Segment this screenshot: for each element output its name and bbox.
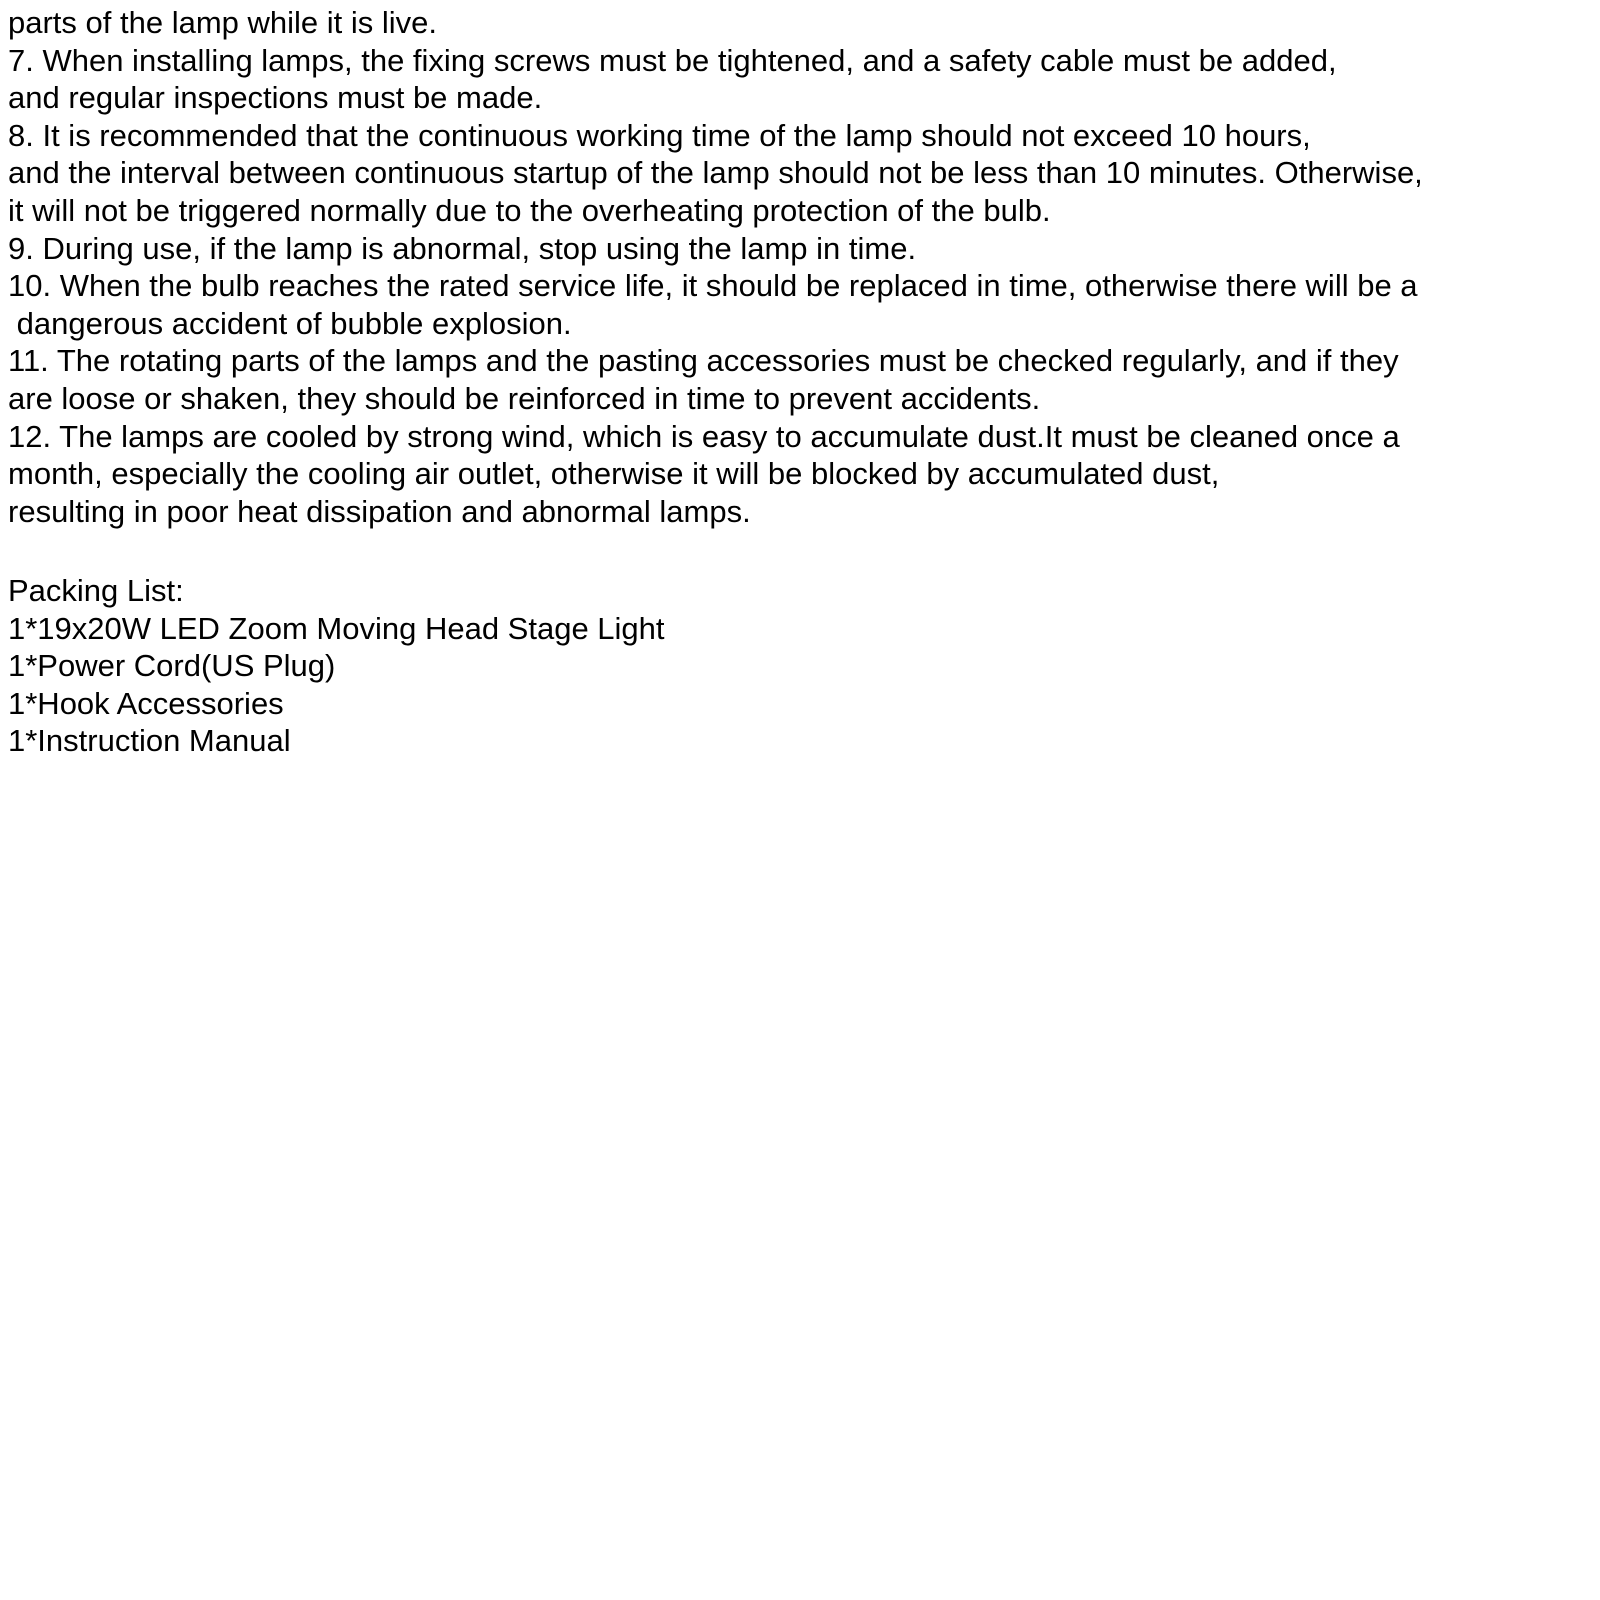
note-line: resulting in poor heat dissipation and abnormal lamps. <box>8 493 751 529</box>
note-line: dangerous accident of bubble explosion. <box>8 305 572 341</box>
packing-list-item: 1*Power Cord(US Plug) <box>8 648 336 684</box>
packing-list-item: 1*Hook Accessories <box>8 685 284 721</box>
note-line: 10. When the bulb reaches the rated service life, it should be replaced in time, otherwise there will be a <box>8 268 1418 304</box>
note-line: 9. During use, if the lamp is abnormal, stop using the lamp in time. <box>8 230 917 266</box>
note-line: month, especially the cooling air outlet, otherwise it will be blocked by accumulated dust, <box>8 456 1220 492</box>
note-line: are loose or shaken, they should be reinforced in time to prevent accidents. <box>8 380 1041 416</box>
note-item <box>8 342 1593 417</box>
note-item <box>8 4 1593 42</box>
note-line: 12. The lamps are cooled by strong wind, which is easy to accumulate dust.It must be cleaned once a <box>8 418 1400 454</box>
note-item <box>8 117 1593 230</box>
note-line: and regular inspections must be made. <box>8 80 543 116</box>
note-line: 11. The rotating parts of the lamps and the pasting accessories must be checked regularly, and if they <box>8 343 1399 379</box>
note-item <box>8 267 1593 342</box>
notes-section <box>8 4 1593 530</box>
section-spacer <box>8 530 1593 568</box>
note-item <box>8 42 1593 117</box>
note-item <box>8 418 1593 531</box>
note-item <box>8 230 1593 268</box>
note-line: 8. It is recommended that the continuous working time of the lamp should not exceed 10 hours, <box>8 117 1311 153</box>
packing-list-section <box>8 572 1593 760</box>
note-line: parts of the lamp while it is live. <box>8 5 438 40</box>
packing-list-item: 1*19x20W LED Zoom Moving Head Stage Light <box>8 610 665 646</box>
note-line: 7. When installing lamps, the fixing screws must be tightened, and a safety cable must be added, <box>8 42 1337 78</box>
packing-list-title: Packing List: <box>8 572 184 608</box>
note-line: and the interval between continuous startup of the lamp should not be less than 10 minutes. Otherwise, <box>8 155 1423 191</box>
note-line: it will not be triggered normally due to the overheating protection of the bulb. <box>8 192 1051 228</box>
packing-list-item: 1*Instruction Manual <box>8 723 291 759</box>
instruction-document <box>8 4 1593 760</box>
